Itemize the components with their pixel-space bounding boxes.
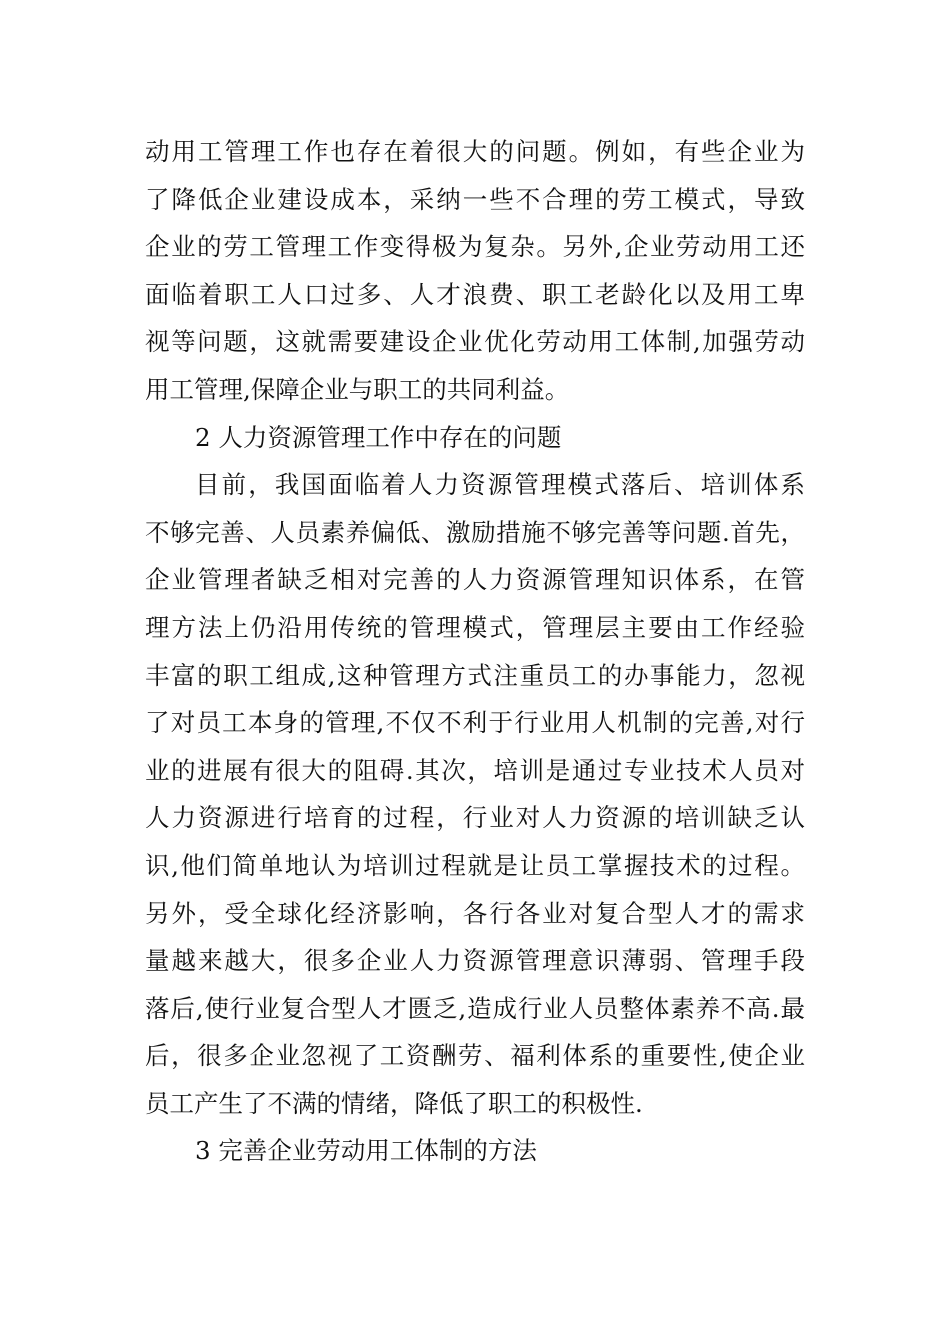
text-line: 视等问题，这就需要建设企业优化劳动用工体制,加强劳动 [145, 327, 805, 357]
text-line: 丰富的职工组成,这种管理方式注重员工的办事能力，忽视 [145, 660, 805, 690]
text-line: 量越来越大，很多企业人力资源管理意识薄弱、管理手段 [145, 946, 805, 976]
text-line: 企业管理者缺乏相对完善的人力资源管理知识体系，在管 [145, 565, 805, 595]
text-line: 企业的劳工管理工作变得极为复杂。另外,企业劳动用工还 [145, 232, 805, 262]
section-heading-2 [145, 414, 805, 462]
text-line: 理方法上仍沿用传统的管理模式，管理层主要由工作经验 [145, 612, 805, 642]
text-line: 员工产生了不满的情绪，降低了职工的积极性. [145, 1088, 643, 1118]
text-line: 不够完善、人员素养偏低、激励措施不够完善等问题.首先， [145, 517, 805, 547]
heading-text: 3 完善企业劳动用工体制的方法 [195, 1136, 537, 1166]
text-line: 动用工管理工作也存在着很大的问题。例如，有些企业为 [145, 137, 805, 166]
text-line: 目前，我国面临着人力资源管理模式落后、培训体系 [195, 470, 805, 500]
paragraph-1 [145, 128, 805, 414]
text-line: 人力资源进行培育的过程，行业对人力资源的培训缺乏认 [145, 803, 805, 833]
section-heading-3 [145, 1127, 805, 1175]
text-line: 面临着职工人口过多、人才浪费、职工老龄化以及用工卑 [145, 279, 805, 309]
text-line: 后，很多企业忽视了工资酬劳、福利体系的重要性,使企业 [145, 1041, 805, 1071]
text-line: 业的进展有很大的阻碍.其次，培训是通过专业技术人员对 [145, 755, 805, 785]
text-line: 了对员工本身的管理,不仅不利于行业用人机制的完善,对行 [145, 708, 805, 738]
text-line: 另外，受全球化经济影响，各行各业对复合型人才的需求 [145, 898, 805, 928]
page-content [145, 128, 805, 1175]
text-line: 落后,使行业复合型人才匮乏,造成行业人员整体素养不高.最 [145, 993, 805, 1023]
text-line: 了降低企业建设成本，采纳一些不合理的劳工模式，导致 [145, 184, 805, 214]
heading-text: 2 人力资源管理工作中存在的问题 [195, 422, 562, 452]
text-line: 用工管理,保障企业与职工的共同利益。 [145, 374, 570, 404]
paragraph-2 [145, 461, 805, 1127]
text-line: 识,他们简单地认为培训过程就是让员工掌握技术的过程。 [145, 850, 805, 880]
